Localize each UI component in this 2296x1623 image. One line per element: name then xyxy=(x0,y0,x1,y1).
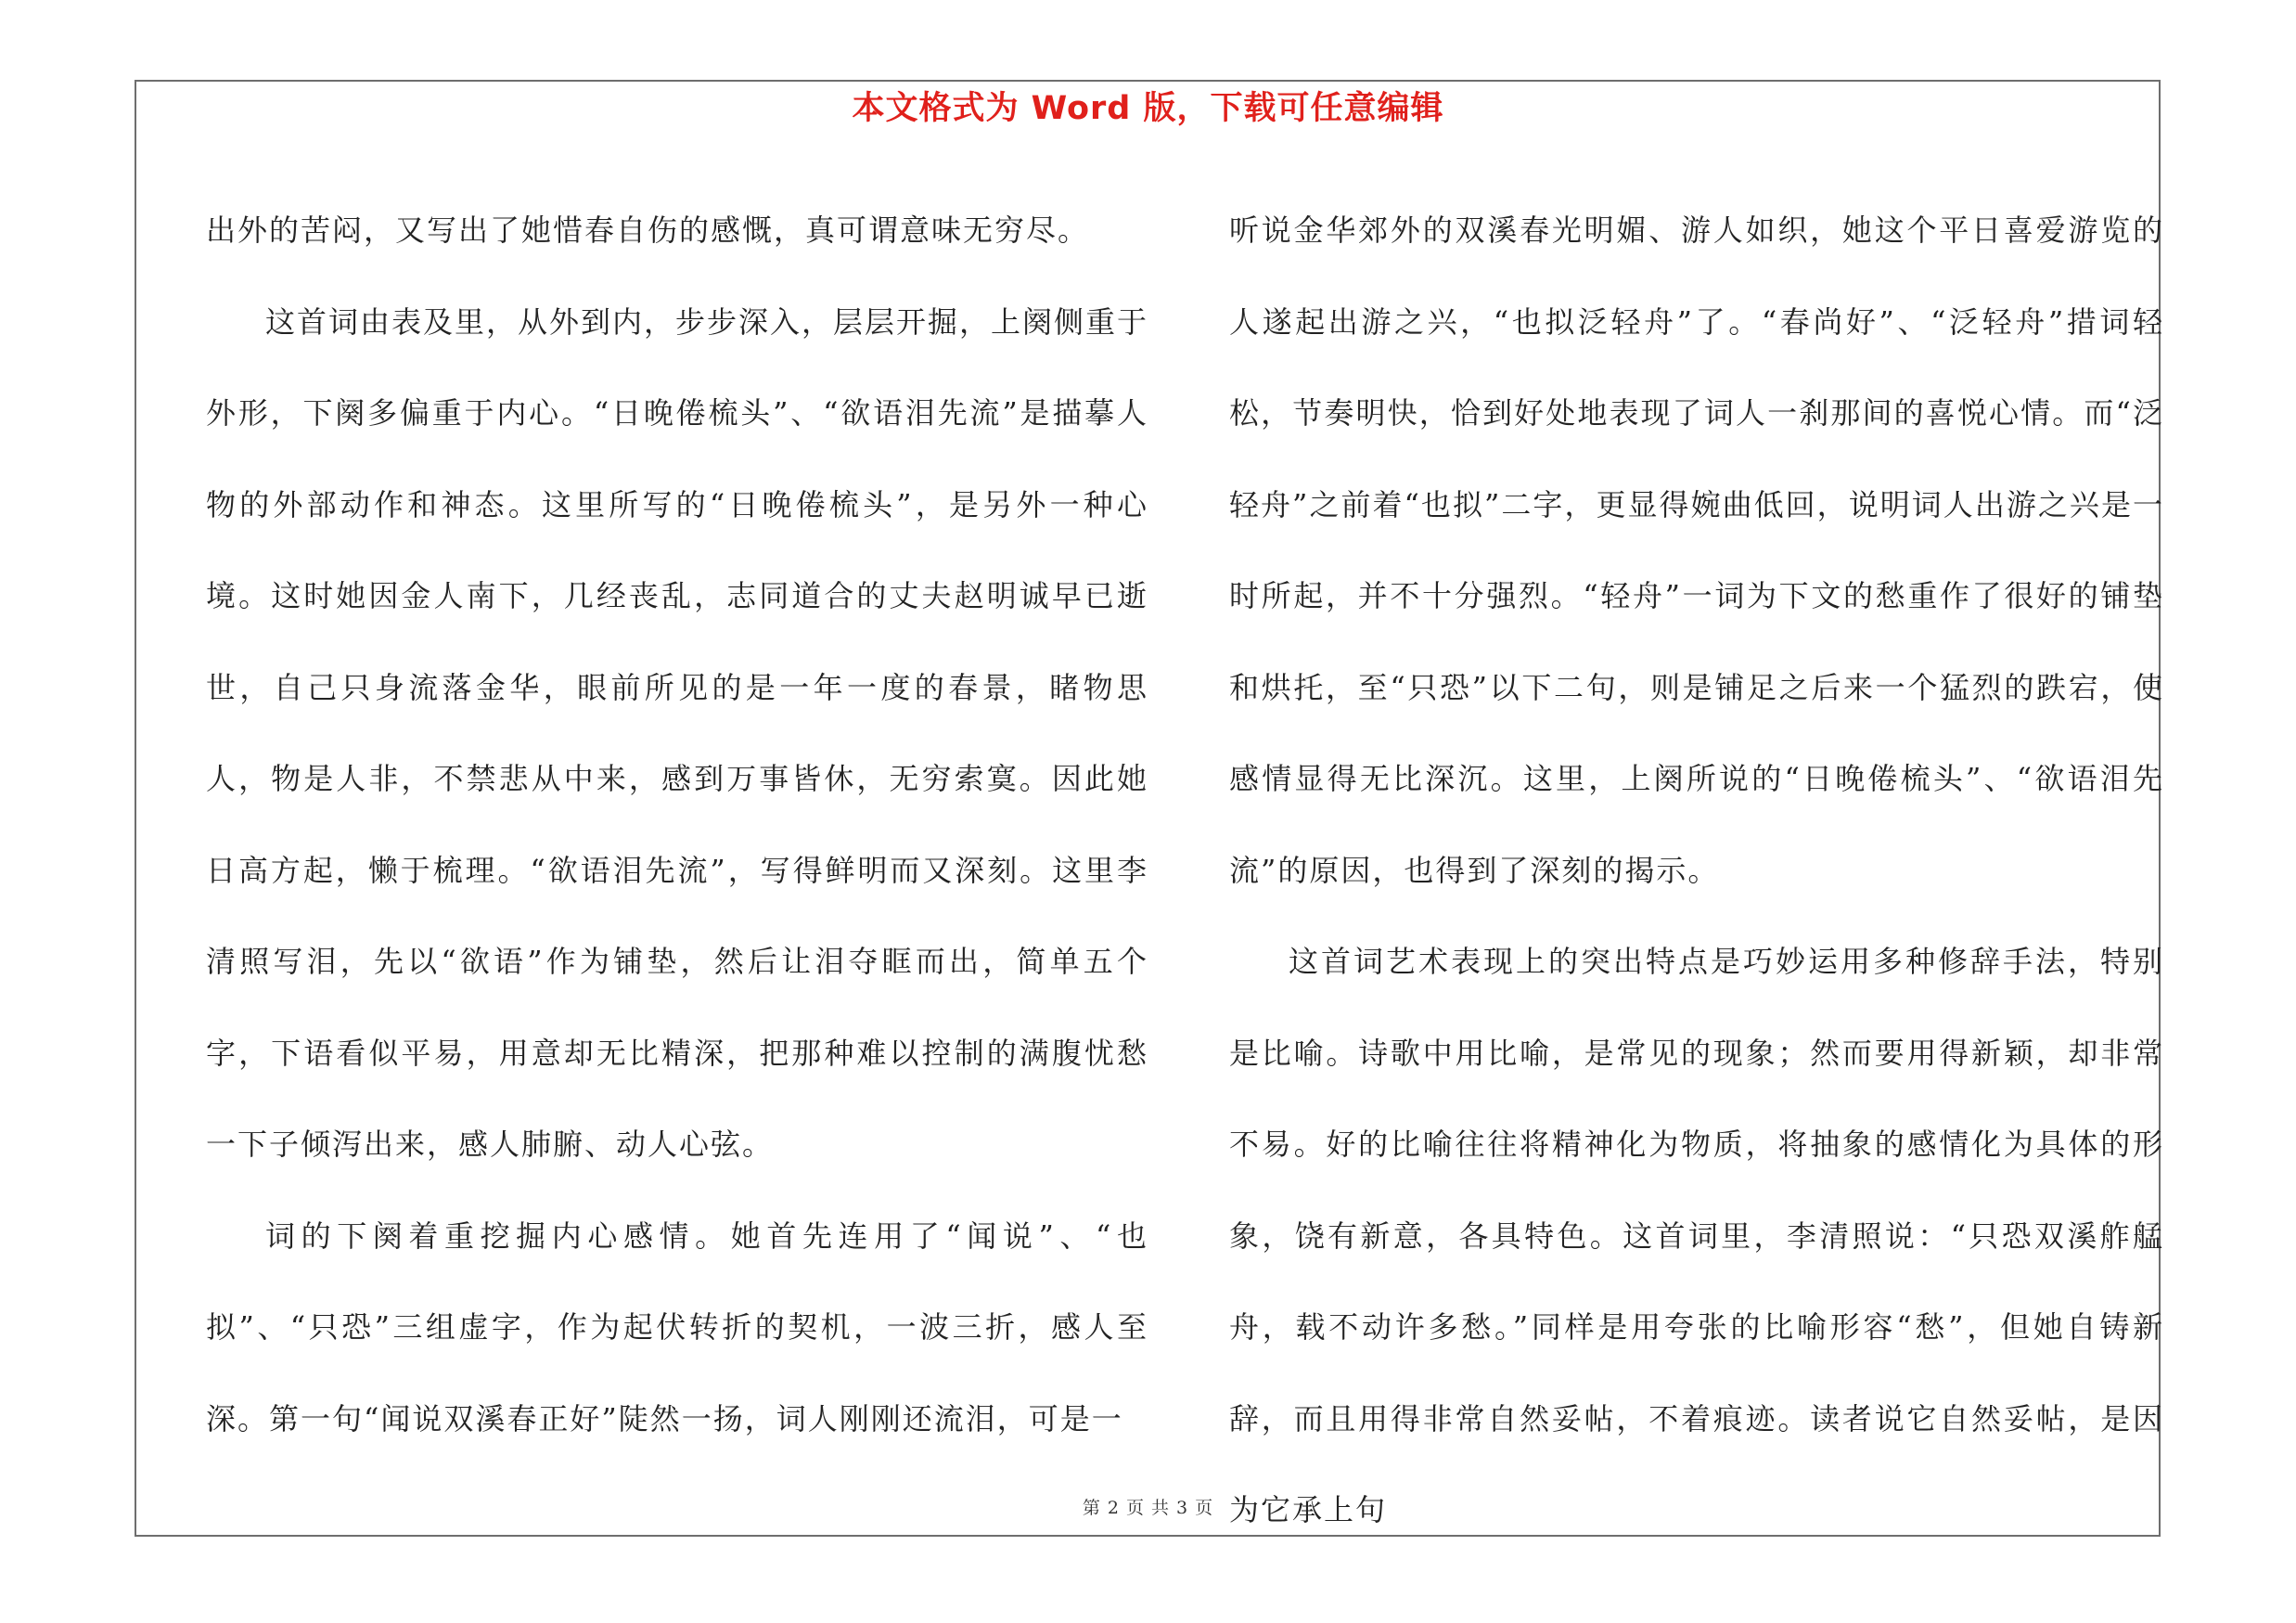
right-text-column xyxy=(1229,185,2164,1556)
paragraph-continuation: 出外的苦闷，又写出了她惜春自伤的感慨，真可谓意味无穷尽。 xyxy=(206,213,1090,248)
paragraph: 这首词由表及里，从外到内，步步深入，层层开掘，上阕侧重于外形，下阕多偏重于内心。“日晚倦梳头”、“欲语泪先流”是描摹人物的外部动作和神态。这里所写的“日晚倦梳头”，是另外一种心境。这时她因金人南下，几经丧乱，志同道合的丈夫赵明诚早已逝世，自己只身流落金华，眼前所见的是一年一度的春景，睹物思人，物是人非，不禁悲从中来，感到万事皆休，无穷索寞。因此她日高方起，懒于梳理。“欲语泪先流”，写得鲜明而又深刻。这里李清照写泪，先以“欲语”作为铺垫，然后让泪夺眶而出，简单五个字，下语看似平易，用意却无比精深，把那种难以控制的满腹忧愁一下子倾泻出来，感人肺腑、动人心弦。 xyxy=(206,303,1149,1162)
paragraph: 词的下阕着重挖掘内心感情。她首先连用了“闻说”、“也拟”、“只恐”三组虚字，作为起伏转折的契机，一波三折，感人至深。第一句“闻说双溪春正好”陡然一扬，词人刚刚还流泪，可是一 xyxy=(206,1217,1148,1436)
paragraph-continuation: 听说金华郊外的双溪春光明媚、游人如织，她这个平日喜爱游览的人遂起出游之兴，“也拟泛轻舟”了。“春尚好”、“泛轻舟”措词轻松，节奏明快，恰到好处地表现了词人一刹那间的喜悦心情。而“泛轻舟”之前着“也拟”二字，更显得婉曲低回，说明词人出游之兴是一时所起，并不十分强烈。“轻舟”一词为下文的愁重作了很好的铺垫和烘托，至“只恐”以下二句，则是铺足之后来一个猛烈的跌宕，使感情显得无比深沉。这里，上阕所说的“日晚倦梳头”、“欲语泪先流”的原因，也得到了深刻的揭示。 xyxy=(1229,213,2164,888)
page-number-footer: 第 2 页 共 3 页 xyxy=(1082,1498,1214,1518)
left-text-column xyxy=(206,185,1148,1464)
paragraph: 这首词艺术表现上的突出特点是巧妙运用多种修辞手法，特别是比喻。诗歌中用比喻，是常见的现象；然而要用得新颖，却非常不易。好的比喻往往将精神化为物质，将抽象的感情化为具体的形象，饶有新意，各具特色。这首词里，李清照说：“只恐双溪舴艋舟，载不动许多愁。”同样是用夸张的比喻形容“愁”，但她自铸新辞，而且用得非常自然妥帖，不着痕迹。读者说它自然妥帖，是因为它承上句 xyxy=(1229,944,2164,1527)
format-notice-banner: 本文格式为 Word 版，下载可任意编辑 xyxy=(852,90,1444,127)
